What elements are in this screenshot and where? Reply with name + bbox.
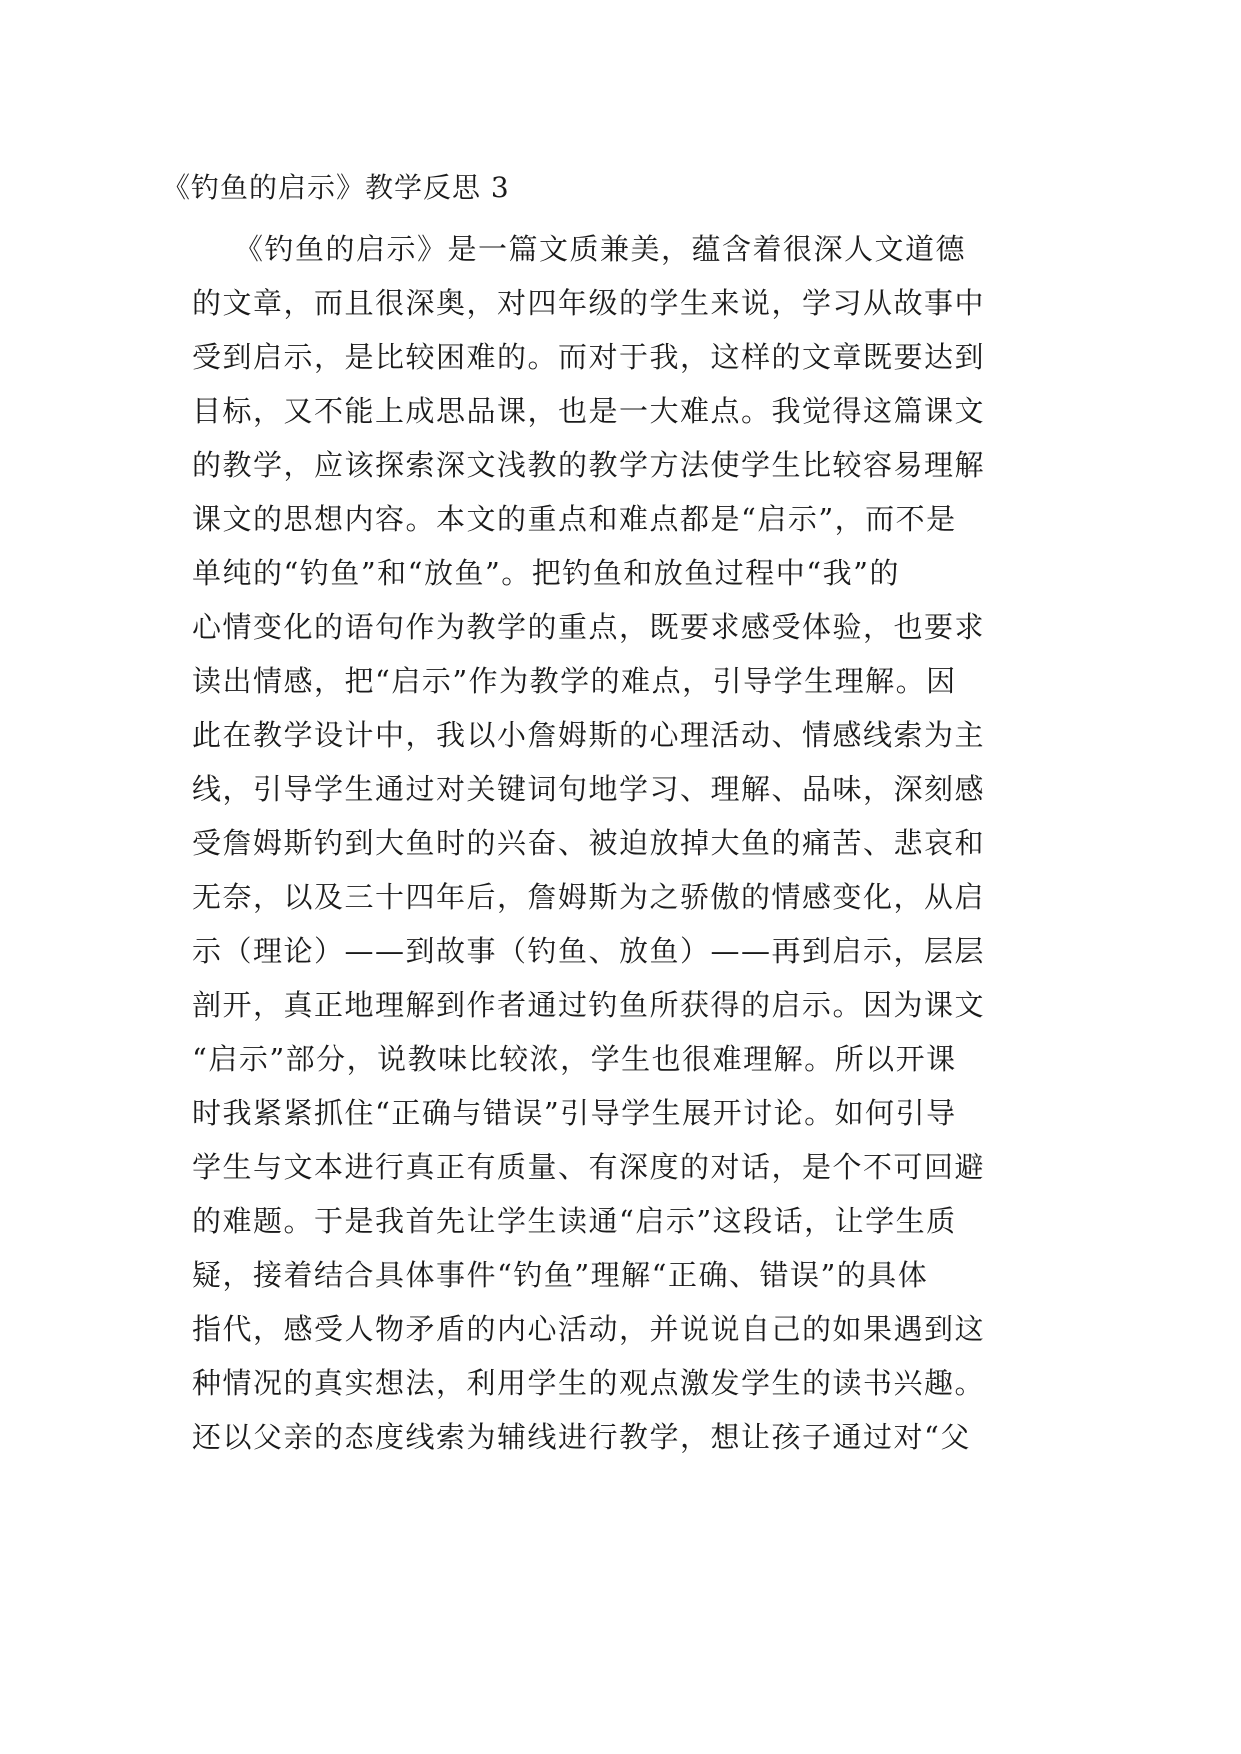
paragraph-line: 目标，又不能上成思品课，也是一大难点。我觉得这篇课文: [192, 394, 986, 428]
paragraph-line: 时我紧紧抓住“正确与错误”引导学生展开讨论。如何引导: [192, 1096, 957, 1130]
document-body: [192, 222, 1072, 1464]
paragraph-line: 受到启示，是比较困难的。而对于我，这样的文章既要达到: [192, 340, 986, 374]
paragraph-line: 的文章，而且很深奥，对四年级的学生来说，学习从故事中: [192, 286, 986, 320]
paragraph-line: 的教学，应该探索深文浅教的教学方法使学生比较容易理解: [192, 448, 986, 482]
paragraph-line: 读出情感，把“启示”作为教学的难点，引导学生理解。因: [192, 664, 957, 698]
paragraph-line: 剖开，真正地理解到作者通过钓鱼所获得的启示。因为课文: [192, 988, 986, 1022]
paragraph-line: 指代，感受人物矛盾的内心活动，并说说自己的如果遇到这: [192, 1312, 986, 1346]
paragraph-line: 疑，接着结合具体事件“钓鱼”理解“正确、错误”的具体: [192, 1258, 929, 1292]
paragraph-line: 单纯的“钓鱼”和“放鱼”。把钓鱼和放鱼过程中“我”的: [192, 556, 900, 590]
paragraph-line: 线，引导学生通过对关键词句地学习、理解、品味，深刻感: [192, 772, 986, 806]
paragraph-line: 的难题。于是我首先让学生读通“启示”这段话，让学生质: [192, 1204, 957, 1238]
paragraph-line: 种情况的真实想法，利用学生的观点激发学生的读书兴趣。: [192, 1366, 986, 1400]
paragraph-line: “启示”部分，说教味比较浓，学生也很难理解。所以开课: [192, 1042, 957, 1076]
paragraph-line: 示（理论）——到故事（钓鱼、放鱼）——再到启示，层层: [192, 934, 986, 968]
paragraph-line: 《钓鱼的启示》是一篇文质兼美，蕴含着很深人文道德: [234, 232, 967, 266]
paragraph-line: 此在教学设计中，我以小詹姆斯的心理活动、情感线索为主: [192, 718, 986, 752]
paragraph-line: 受詹姆斯钓到大鱼时的兴奋、被迫放掉大鱼的痛苦、悲哀和: [192, 826, 986, 860]
paragraph-line: 课文的思想内容。本文的重点和难点都是“启示”，而不是: [192, 502, 957, 536]
paragraph-line: 无奈，以及三十四年后，詹姆斯为之骄傲的情感变化，从启: [192, 880, 986, 914]
paragraph-line: 学生与文本进行真正有质量、有深度的对话，是个不可回避: [192, 1150, 986, 1184]
paragraph-line: 还以父亲的态度线索为辅线进行教学，想让孩子通过对“父: [192, 1420, 971, 1454]
paragraph-line: 心情变化的语句作为教学的重点，既要求感受体验，也要求: [192, 610, 986, 644]
document-title: 《钓鱼的启示》教学反思 3: [162, 171, 510, 204]
